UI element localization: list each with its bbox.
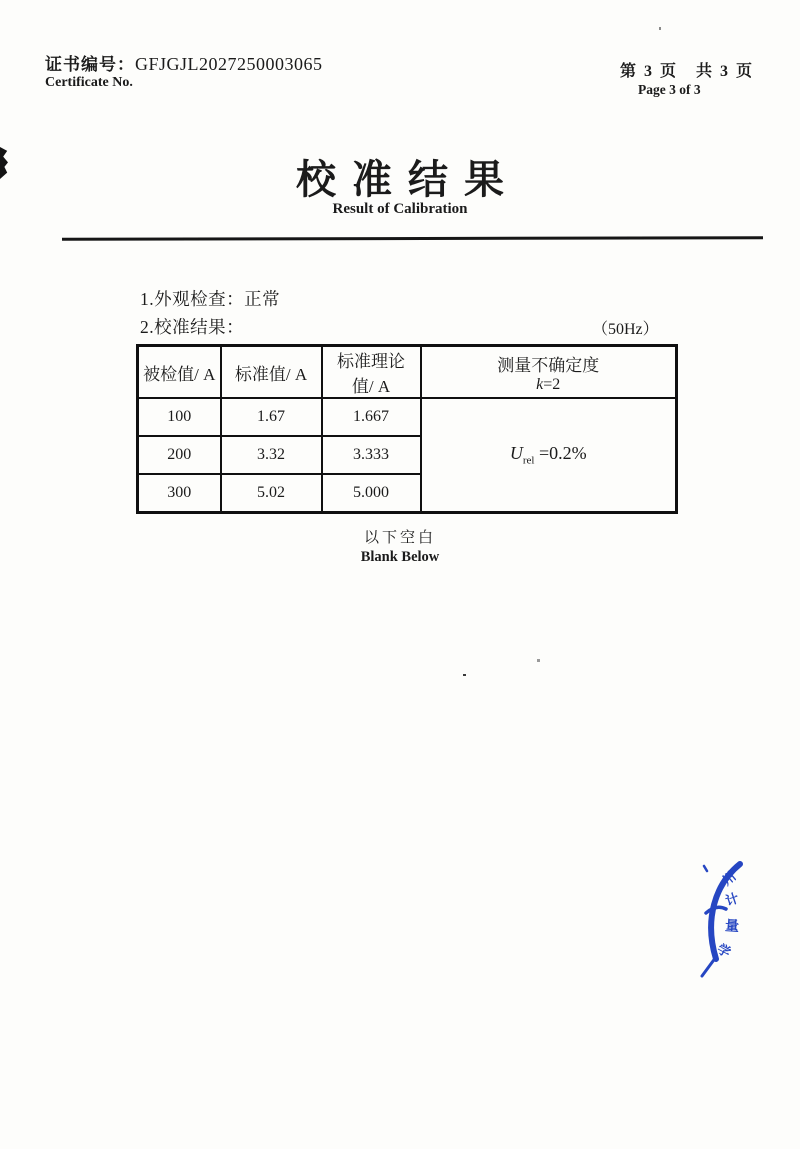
cell-tested-2: 200 — [138, 436, 221, 474]
seal-mark — [704, 866, 707, 871]
frequency-note: （50Hz） — [592, 321, 659, 338]
page-number-cn: 第 3 页 共 3 页 — [620, 63, 755, 80]
cell-theoretical-1: 1.667 — [322, 398, 421, 436]
cell-standard-2: 3.32 — [221, 436, 322, 474]
header-standard-value: 标准值/ A — [221, 346, 322, 399]
certificate-number-line — [45, 50, 323, 75]
blank-below-note-en: Blank Below — [360, 549, 440, 565]
certificate-number-label-en: Certificate No. — [45, 75, 133, 90]
u-symbol: U — [509, 443, 523, 464]
page-number-en: Page 3 of 3 — [638, 82, 701, 97]
seal-arc-tail — [702, 957, 716, 976]
k-value: =2 — [543, 375, 561, 393]
table-row — [138, 398, 677, 436]
page-title-en: Result of Calibration — [332, 201, 468, 217]
seal-char-2: 计 — [723, 890, 741, 909]
certificate-number-value: GFJGJL2027250003065 — [135, 54, 323, 74]
calibration-result-line: 2.校准结果： — [140, 317, 245, 337]
u-value: =0.2% — [534, 443, 587, 464]
official-seal-fragment — [693, 840, 768, 990]
visual-check-line: 1.外观检查：正常 — [140, 289, 281, 309]
certificate-number-label: 证书编号： — [45, 55, 135, 74]
cell-tested-3: 300 — [138, 474, 221, 513]
scan-speck — [537, 659, 540, 662]
header-uncertainty-k — [426, 376, 672, 394]
table-header-row — [138, 346, 677, 399]
k-symbol: k — [536, 375, 544, 393]
u-subscript: rel — [522, 454, 535, 467]
cell-theoretical-3: 5.000 — [322, 474, 421, 513]
seal-char-1: 州 — [718, 868, 739, 889]
scan-speck — [659, 27, 661, 30]
header-uncertainty-line1: 测量不确定度 — [497, 355, 600, 375]
header-tested-value: 被检值/ A — [138, 346, 221, 399]
seal-char-4: 学 — [714, 940, 734, 961]
cell-standard-1: 1.67 — [221, 398, 322, 436]
calibration-results-table — [136, 344, 678, 514]
scan-speck — [463, 674, 466, 676]
seal-char-3: 量 — [724, 919, 740, 935]
page-title: 校准结果 — [296, 157, 520, 202]
seal-inner-arc — [706, 907, 726, 913]
header-theoretical-value: 标准理论值/ A — [322, 346, 421, 399]
cell-uncertainty — [421, 398, 677, 513]
cell-tested-1: 100 — [138, 398, 221, 436]
header-uncertainty — [421, 346, 677, 399]
cell-theoretical-2: 3.333 — [322, 436, 421, 474]
blank-below-note-cn: 以下空白 — [363, 530, 436, 546]
title-divider-line — [62, 236, 763, 240]
cell-standard-3: 5.02 — [221, 474, 322, 513]
